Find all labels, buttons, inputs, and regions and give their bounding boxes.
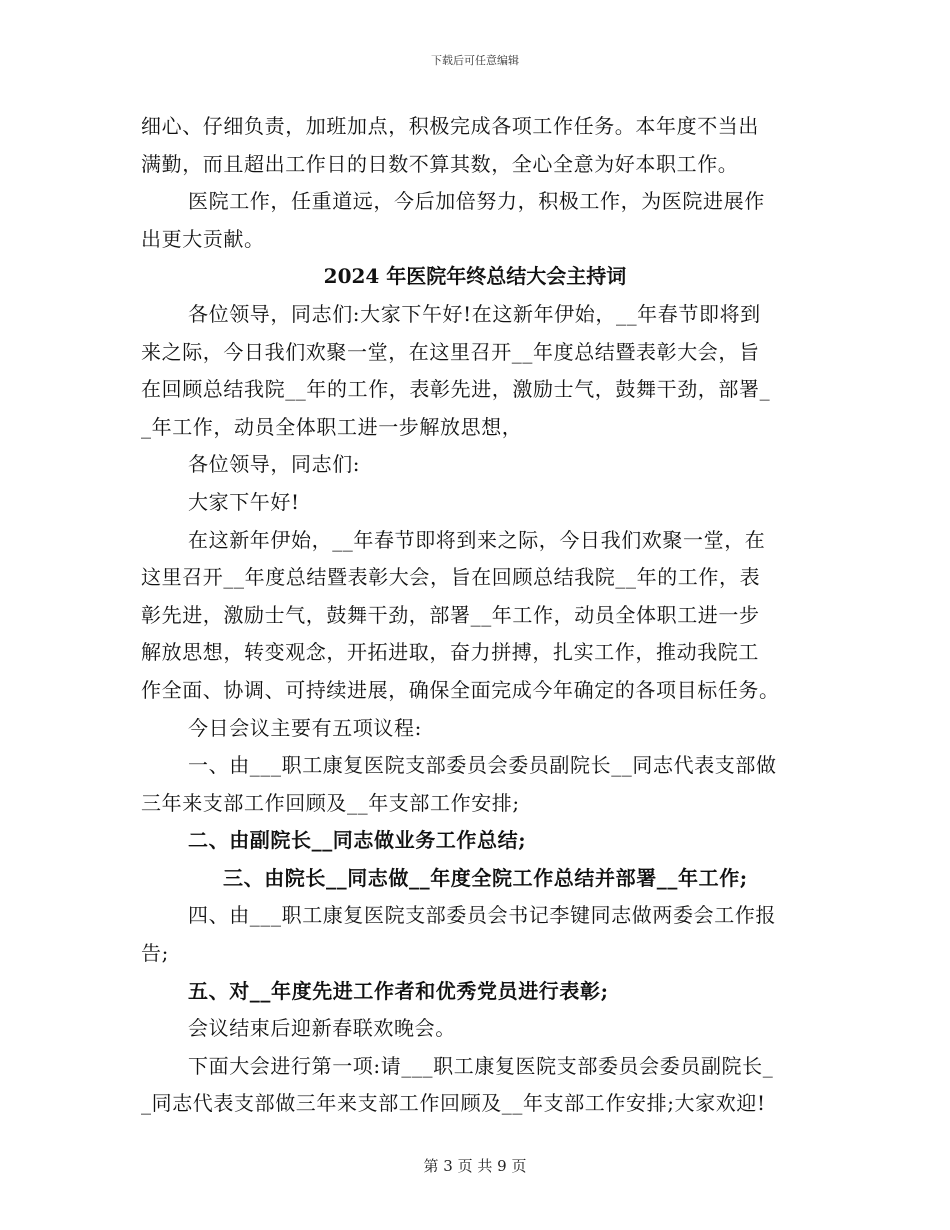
page-header: 下载后可任意编辑 [431, 54, 519, 67]
text-line: 三年来支部工作回顾及__年支部工作安排; [141, 790, 520, 815]
text-line: 医院工作，任重道远，今后加倍努力，积极工作，为医院进展作 [188, 189, 765, 214]
agenda-item: 四、由___职工康复医院支部委员会书记李键同志做两委会工作报 [188, 903, 776, 928]
text-line: 这里召开__年度总结暨表彰大会，旨在回顾总结我院__年的工作，表 [141, 565, 761, 590]
text-line: 下面大会进行第一项:请___职工康复医院支部委员会委员副院长_ [188, 1053, 774, 1078]
text-line: 会议结束后迎新春联欢晚会。 [188, 1016, 456, 1041]
agenda-item: 一、由___职工康复医院支部委员会委员副院长__同志代表支部做 [188, 753, 777, 778]
text-line: 在回顾总结我院__年的工作，表彰先进，激励士气，鼓舞干劲，部署_ [141, 377, 771, 402]
text-line: _同志代表支部做三年来支部工作回顾及__年支部工作安排;大家欢迎! [141, 1091, 766, 1116]
text-line: 细心、仔细负责，加班加点，积极完成各项工作任务。本年度不当出 [141, 114, 759, 138]
text-line: 各位领导，同志们: [188, 452, 361, 477]
text-line: _年工作，动员全体职工进一步解放思想， [141, 414, 523, 439]
agenda-item: 五、对__年度先进工作者和优秀党员进行表彰; [188, 978, 609, 1003]
text-line: 出更大贡献。 [141, 226, 265, 251]
text-line: 作全面、协调、可持续进展，确保全面完成今年确定的各项目标任务。 [141, 677, 780, 702]
text-line: 来之际，今日我们欢聚一堂，在这里召开__年度总结暨表彰大会，旨 [141, 339, 760, 364]
text-line: 各位领导，同志们:大家下午好!在这新年伊始，__年春节即将到 [188, 301, 761, 326]
document-title: 2024 年医院年终总结大会主持词 [323, 264, 627, 289]
text-line: 大家下午好! [188, 489, 300, 514]
page-footer: 第 3 页 共 9 页 [423, 1157, 527, 1175]
text-line: 今日会议主要有五项议程: [188, 715, 422, 740]
text-line: 满勤，而且超出工作日的日数不算其数，全心全意为好本职工作。 [141, 151, 739, 176]
text-line: 彰先进，激励士气，鼓舞干劲，部署__年工作，动员全体职工进一步 [141, 602, 760, 627]
text-line: 在这新年伊始，__年春节即将到来之际，今日我们欢聚一堂，在 [188, 527, 766, 552]
text-line: 解放思想，转变观念，开拓进取，奋力拼搏，扎实工作，推动我院工 [141, 640, 759, 665]
agenda-item: 三、由院长__同志做__年度全院工作总结并部署__年工作; [223, 865, 748, 890]
text-line: 告; [141, 941, 169, 966]
agenda-item: 二、由副院长__同志做业务工作总结; [188, 828, 527, 853]
document-body [141, 108, 809, 1123]
